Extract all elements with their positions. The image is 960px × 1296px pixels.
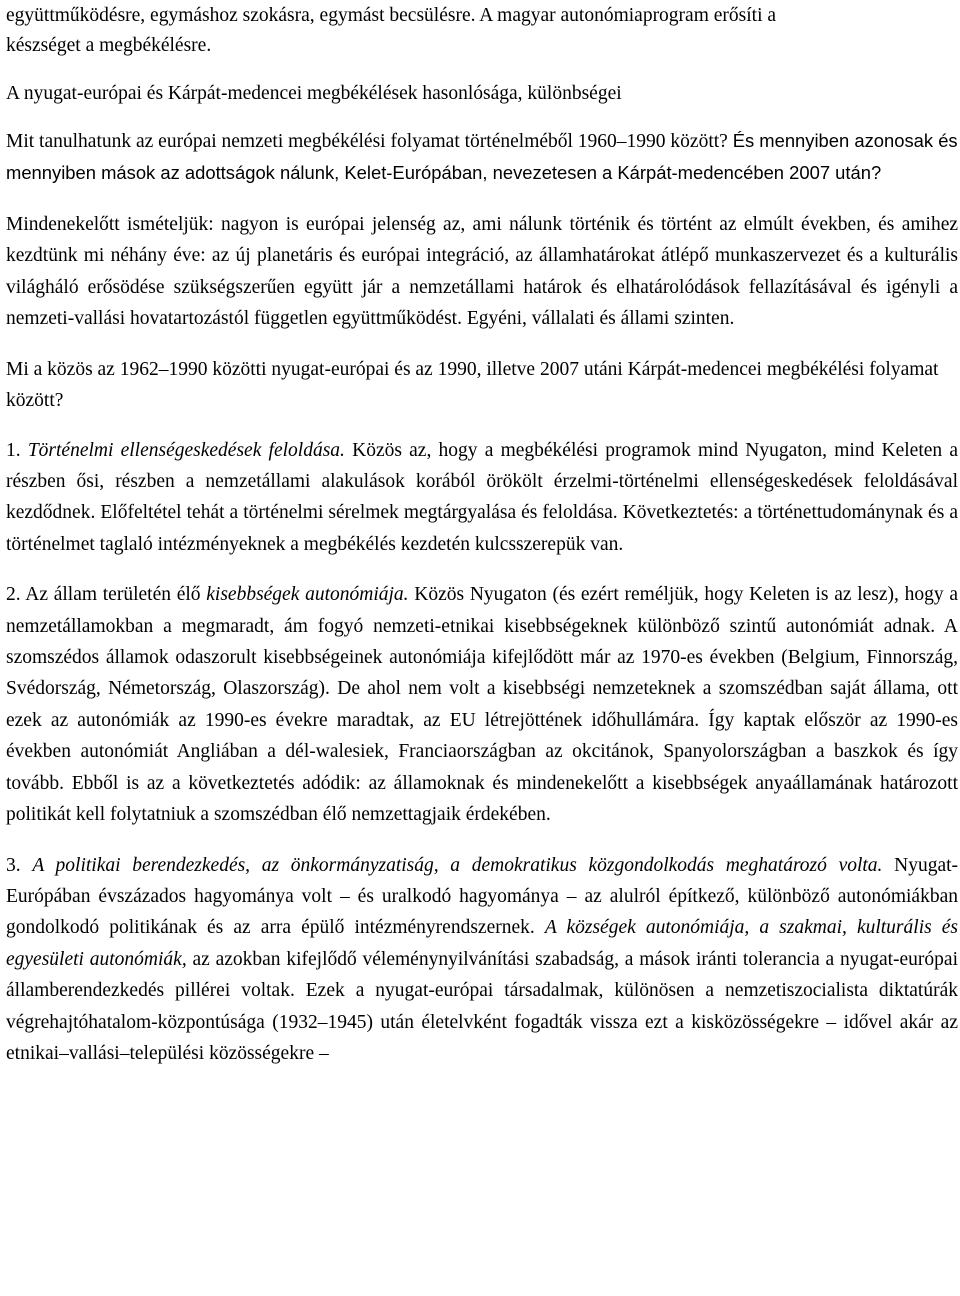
- intro-paragraph: [0, 1, 958, 61]
- point-3-italic-2: A községek autonómiája, a szakmai, kulturális és egyesületi autonómiák,: [6, 917, 958, 970]
- question-1-sans: És mennyiben azonosak és mennyiben mások az adottságok nálunk, Kelet-Európában, nevezetesen a Kárpát-medencében 2007 után?: [6, 130, 958, 183]
- point-1: [0, 435, 958, 561]
- point-3-heading: A politikai berendezkedés, az önkormányzatiság, a demokratikus közgondolkodás meghatározó volta.: [32, 854, 883, 876]
- paragraph-1: Mindenekelőtt ismételjük: nagyon is európai jelenség az, ami nálunk történik és történt az elmúlt években, és amihez kezdtünk mi néhány éve: az új planetáris és európai integráció, az államhatárokat átlépő munkaszervezet és a kulturális világháló erősödése szükségszerűen együtt jár a nemzetállami határok és elhatárolódások fellazításával és igényli a nemzeti-vallási hovatartozástól független együttműködést. Egyéni, vállalati és állami szinten.: [6, 214, 958, 330]
- question-1: [0, 125, 958, 189]
- point-3-text-1: Nyugat-Európában évszázados hagyománya volt – és uralkodó hagyománya – az alulról építkező, különböző autonómiákban gondolkodó politikának és az arra épülő intézményrendszernek.: [6, 854, 958, 939]
- point-1-text: Közös az, hogy a megbékélési programok mind Nyugaton, mind Keleten a részben ősi, részben a nemzetállami alakulások korából örökölt érzelmi-történelmi ellenségeskedések feloldásával kezdődnek. Előfeltétel tehát a történelmi sérelmek megtárgyalása és feloldása. Következtetés: a történettudománynak és a történelmet taglaló intézményeknek a megbékélés kezdetén kulcsszerepük van.: [6, 439, 958, 555]
- point-3: [0, 850, 958, 1070]
- point-1-number: 1.: [6, 439, 21, 461]
- section-title: A nyugat-európai és Kárpát-medencei megbékélések hasonlósága, különbségei: [6, 83, 622, 104]
- point-1-heading: Történelmi ellenségeskedések feloldása.: [27, 439, 345, 461]
- point-3-number: 3.: [6, 854, 21, 876]
- intro-line-2: készséget a megbékélésre.: [6, 35, 212, 56]
- intro-line-1: együttműködésre, egymáshoz szokásra, egymást becsülésre. A magyar autonómiaprogram erősíti a: [6, 5, 777, 26]
- point-2-heading: kisebbségek autonómiája.: [206, 584, 409, 606]
- point-2-text: Közös Nyugaton (és ezért reméljük, hogy Keleten is az lesz), hogy a nemzetállamokban a megmaradt, ám fogyó nemzeti-etnikai kisebbségeknek különböző szintű autonómiát adnak. A szomszédos államok odaszorult kisebbségeinek autonómiája kifejlődött már az 1970-es években (Belgium, Finnország, Svédország, Németország, Olaszország). De ahol nem volt a kisebbségi nemzeteknek a szomszédban saját állama, ott ezek az autonómiák az 1990-es évekre maradtak, az EU létrejöttének időhullámára. Így kaptak először az 1990-es években autonómiát Angliában a dél-walesiek, Franciaországban az okcitánok, Spanyolországban a baszkok és így tovább. Ebből is az a következtetés adódik: az államoknak és mindenekelőtt a kisebbségek anyaállamának határozott politikát kell folytatniuk a szomszédban élő nemzettagjaik érdekében.: [6, 584, 958, 826]
- point-2: [0, 579, 958, 830]
- point-3-text-2: az azokban kifejlődő véleménynyilvánítási szabadság, a mások iránti tolerancia a nyugat-európai államberendezkedés pillérei voltak. Ezek a nyugat-európai társadalmak, különösen a nemzetiszocialista diktatúrák végrehajtóhatalom-központúsága (1932–1945) után életelvként fogadták vissza ezt a kisközösségekre – idővel akár az etnikai–vallási–települési közösségekre –: [6, 948, 958, 1064]
- point-2-number: 2.: [6, 584, 21, 606]
- question-1-serif: Mit tanulhatunk az európai nemzeti megbékélési folyamat történelméből 1960–1990 között?: [6, 131, 728, 152]
- point-2-prefix: Az állam területén élő: [25, 584, 201, 606]
- question-2: Mi a közös az 1962–1990 közötti nyugat-európai és az 1990, illetve 2007 utáni Kárpát-medencei megbékélési folyamat között?: [6, 358, 939, 411]
